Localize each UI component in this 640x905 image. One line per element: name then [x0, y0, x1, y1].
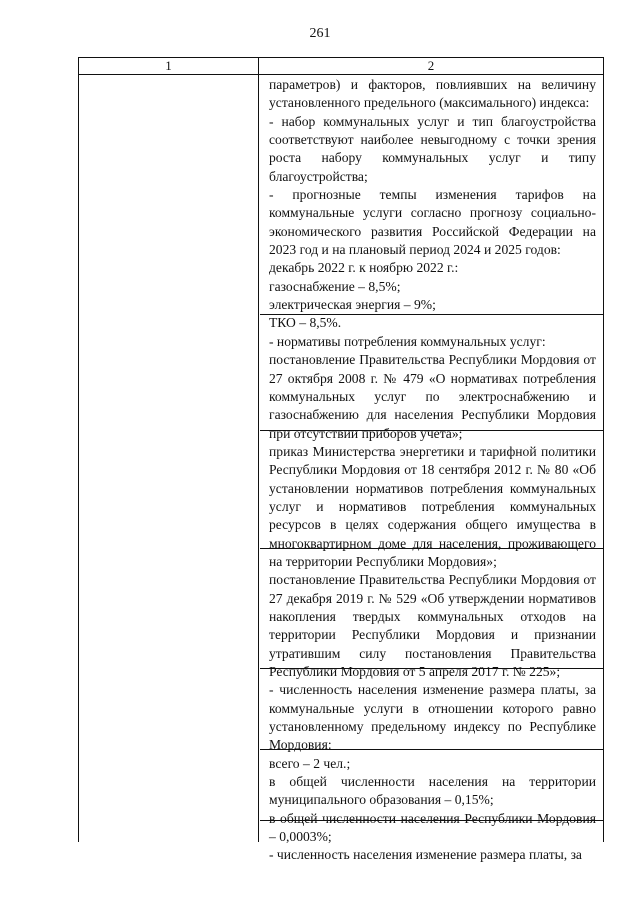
paragraph: постановление Правительства Республики Мордовия от 27 декабря 2019 г. № 529 «Об утверждении нормативов накопления твердых коммунальных отходов на территории Республики Мордовия и признании утратившим силу постановления Правительства Республики Мордовия от 5 апреля 2017 г. № 225»;	[269, 572, 596, 679]
paragraph: - нормативы потребления коммунальных услуг:	[269, 333, 546, 349]
column-1-header: 1	[165, 58, 172, 73]
paragraph: в общей численности населения на территории муниципального образования – 0,15%;	[269, 774, 596, 808]
paragraph: - набор коммунальных услуг и тип благоустройства соответствуют наиболее невыгодному с точки зрения роста набору коммунальных услуг и типу благоустройства;	[269, 113, 596, 184]
table-header-row	[79, 58, 603, 75]
paragraph: постановление Правительства Республики Мордовия от 27 октября 2008 г. № 479 «О нормативах потребления коммунальных услуг по электроснабжению и газоснабжению для населения Республики Мордовия при отсутствии приборов учета»;	[269, 352, 596, 441]
column-divider	[258, 58, 259, 842]
column-2-header: 2	[427, 58, 435, 73]
paragraph: приказ Министерства энергетики и тарифной политики Республики Мордовия от 18 сентября 2012 г. № 80 «Об установлении нормативов потребления коммунальных услуг и нормативов потребления коммунальных ресурсов в целях содержания общего имущества в многоквартирном доме для населения, проживающего на территории Республики Мордовия»;	[269, 443, 596, 569]
paragraph: - численность населения изменение размера платы, за коммунальные услуги в отношении которого равно установленному предельному индексу по Республике Мордовия:	[269, 682, 596, 753]
paragraph: параметров) и факторов, повлиявших на величину установленного предельного (максимального) индекса:	[269, 77, 596, 111]
paragraph: в общей численности населения Республики Мордовия – 0,0003%;	[269, 810, 596, 845]
paragraph: ТКО – 8,5%.	[269, 315, 342, 331]
paragraph: декабрь 2022 г. к ноябрю 2022 г.:	[269, 260, 459, 276]
paragraph: электрическая энергия – 9%;	[269, 297, 436, 313]
column-2-content	[269, 76, 596, 865]
paragraph: - численность населения изменение размера платы, за	[269, 847, 582, 863]
paragraph: всего – 2 чел.;	[269, 755, 351, 771]
paragraph: - прогнозные темпы изменения тарифов на коммунальные услуги согласно прогнозу социально-экономического развития Российской Федерации на 2023 год и на плановый период 2024 и 2025 годов:	[269, 187, 596, 258]
document-table	[78, 57, 604, 863]
paragraph: газоснабжение – 8,5%;	[269, 278, 401, 294]
page-number: 261	[309, 26, 331, 41]
